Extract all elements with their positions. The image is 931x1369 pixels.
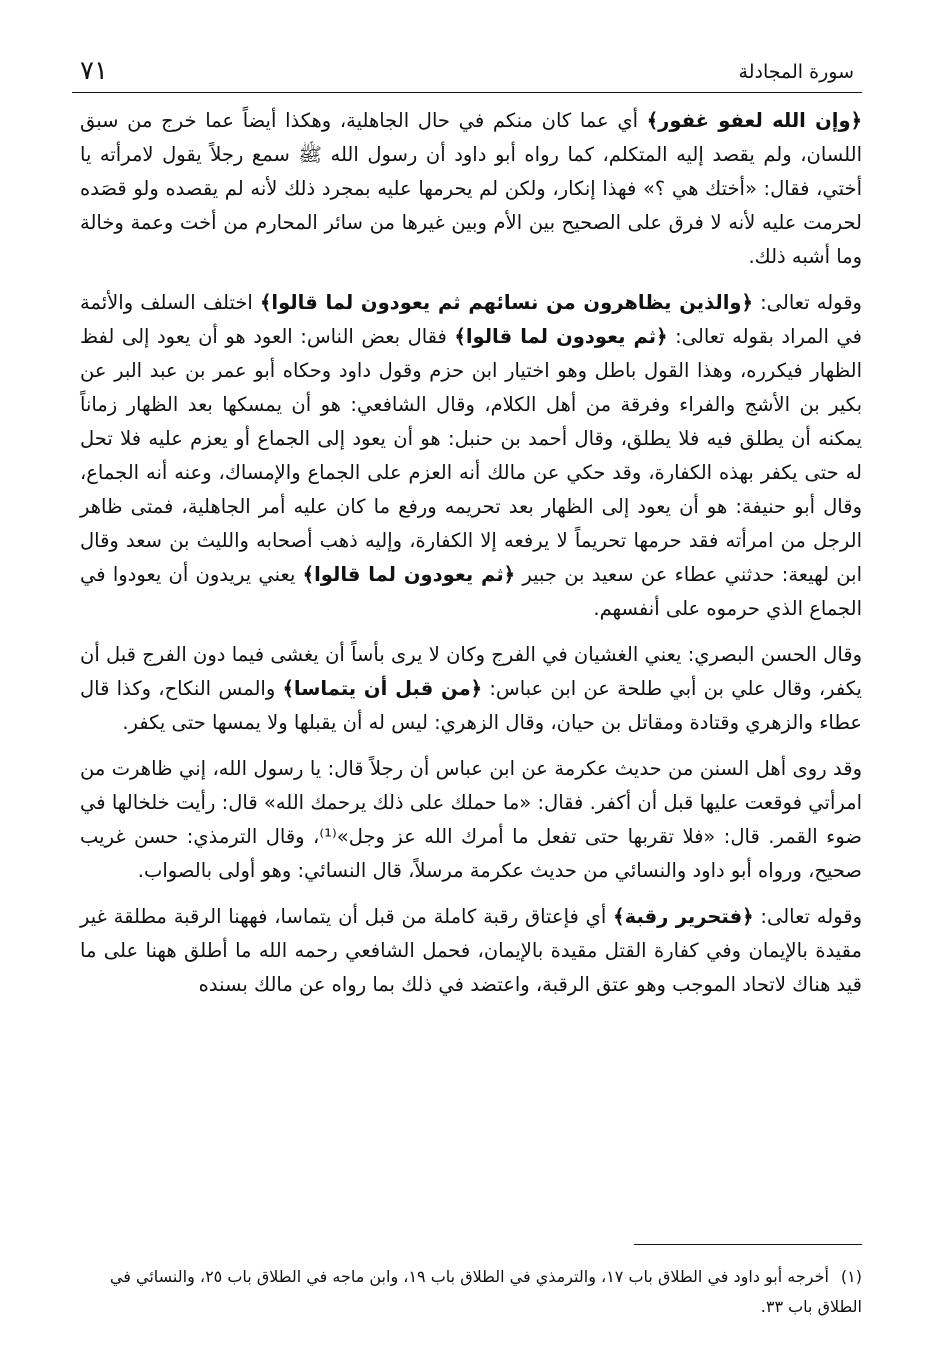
paragraph-text: فقال بعض الناس: العود هو أن يعود إلى لفظ الظهار فيكرره، وهذا القول باطل وهو اختيار ابن حزم وقول داود وحكاه أبو عمر بن عبد البر عن بكير بن الأشج والفراء وفرقة من أهل الكلام، وقال الشافعي: هو أن يمسكها بعد الظهار زماناً يمكنه أن يطلق فيه فلا يطلق، وقال أحمد بن حنبل: هو أن يعود إلى الجماع أو يعزم عليه فلا تحل له حتى يكفر بهذه الكفارة، وقد حكي عن مالك أنه العزم على الجماع والإمساك، وعنه أنه الجماع، وقال أبو حنيفة: هو أن يعود إلى الظهار بعد تحريمه ورفع ما كان عليه أمر الجاهلية، فمتى ظاهر الرجل من امرأته فقد حرمها تحريماً لا يرفعه إلا الكفارة، وإليه ذهب أصحابه والليث بن سعد وقال ابن لهيعة: حدثني عطاء عن سعيد بن جبير [80,325,862,586]
footnote [80,1262,862,1322]
quran-quote: ﴿ثم يعودون لما قالوا﴾ [454,325,668,348]
page-header [72,50,862,90]
quran-quote: ﴿ثم يعودون لما قالوا﴾ [302,563,516,586]
quran-quote: ﴿من قبل أن يتماسا﴾ [282,677,483,700]
paragraph-text: والمس النكاح، وكذا قال عطاء والزهري وقتادة ومقاتل بن حيان، وقال الزهري: ليس له أن يقبلها ولا يمسها حتى يكفر. [80,677,862,734]
paragraph-text: يعني يريدون أن يعودوا في الجماع الذي حرموه على أنفسهم. [80,563,862,620]
paragraph [80,104,862,274]
page-number: ٧١ [80,56,108,86]
header-rule [72,92,862,93]
quran-quote: ﴿فتحرير رقبة﴾ [613,905,754,928]
paragraph-text: اختلف السلف والأئمة في المراد بقوله تعالى: [80,291,862,348]
body-text [80,104,862,1014]
paragraph-text: وقوله تعالى: [752,291,862,314]
paragraph-text: وقد روى أهل السنن من حديث عكرمة عن ابن عباس أن رجلاً قال: يا رسول الله، إني ظاهرت من امرأتي فوقعت عليها قبل أن أكفر. فقال: «ما حملك على ذلك يرحمك الله» قال: رأيت خلخالها في ضوء القمر. قال: «فلا تقربها حتى تفعل ما أمرك الله عز وجل»⁽¹⁾، وقال الترمذي: حسن غريب صحيح، ورواه أبو داود والنسائي من حديث عكرمة مرسلاً، قال النسائي: وهو أولى بالصواب. [80,757,862,882]
quran-quote: ﴿وإن الله لعفو غفور﴾ [646,109,862,132]
footnote-marker: (١) [840,1267,862,1286]
paragraph [80,752,862,888]
footnote-text: أخرجه أبو داود في الطلاق باب ١٧، والترمذي في الطلاق باب ١٩، وابن ماجه في الطلاق باب ٢٥، والنسائي في الطلاق باب ٣٣. [109,1267,862,1316]
paragraph [80,900,862,1002]
paragraph-text: وقال الحسن البصري: يعني الغشيان في الفرج وكان لا يرى بأساً أن يغشى فيما دون الفرج قبل أن يكفر، وقال علي بن أبي طلحة عن ابن عباس: [80,643,862,700]
footnote-rule [634,1244,862,1245]
paragraph-text: وقوله تعالى: [753,905,862,928]
quran-quote: ﴿والذين يظاهرون من نسائهم ثم يعودون لما قالوا﴾ [259,291,753,314]
paragraph-text: أي عما كان منكم في حال الجاهلية، وهكذا أيضاً عما خرج من سبق اللسان، ولم يقصد إليه المتكلم، كما رواه أبو داود أن رسول الله ﷺ سمع رجلاً يقول لامرأته يا أختي، فقال: «أختك هي ؟» فهذا إنكار، ولكن لم يحرمها عليه بمجرد ذلك لأنه لم يقصده ولو قصَده لحرمت عليه لأنه لا فرق على الصحيح بين الأم وبين غيرها من سائر المحارم من أخت وعمة وخالة وما أشبه ذلك. [80,109,862,268]
running-title: سورة المجادلة [738,61,854,83]
paragraph-text: أي فإعتاق رقبة كاملة من قبل أن يتماسا، فههنا الرقبة مطلقة غير مقيدة بالإيمان وفي كفارة القتل مقيدة بالإيمان، فحمل الشافعي رحمه الله ما أطلق ههنا على ما قيد هناك لاتحاد الموجب وهو عتق الرقبة، واعتضد في ذلك بما رواه عن مالك بسنده [80,905,862,996]
paragraph [80,638,862,740]
paragraph [80,286,862,626]
